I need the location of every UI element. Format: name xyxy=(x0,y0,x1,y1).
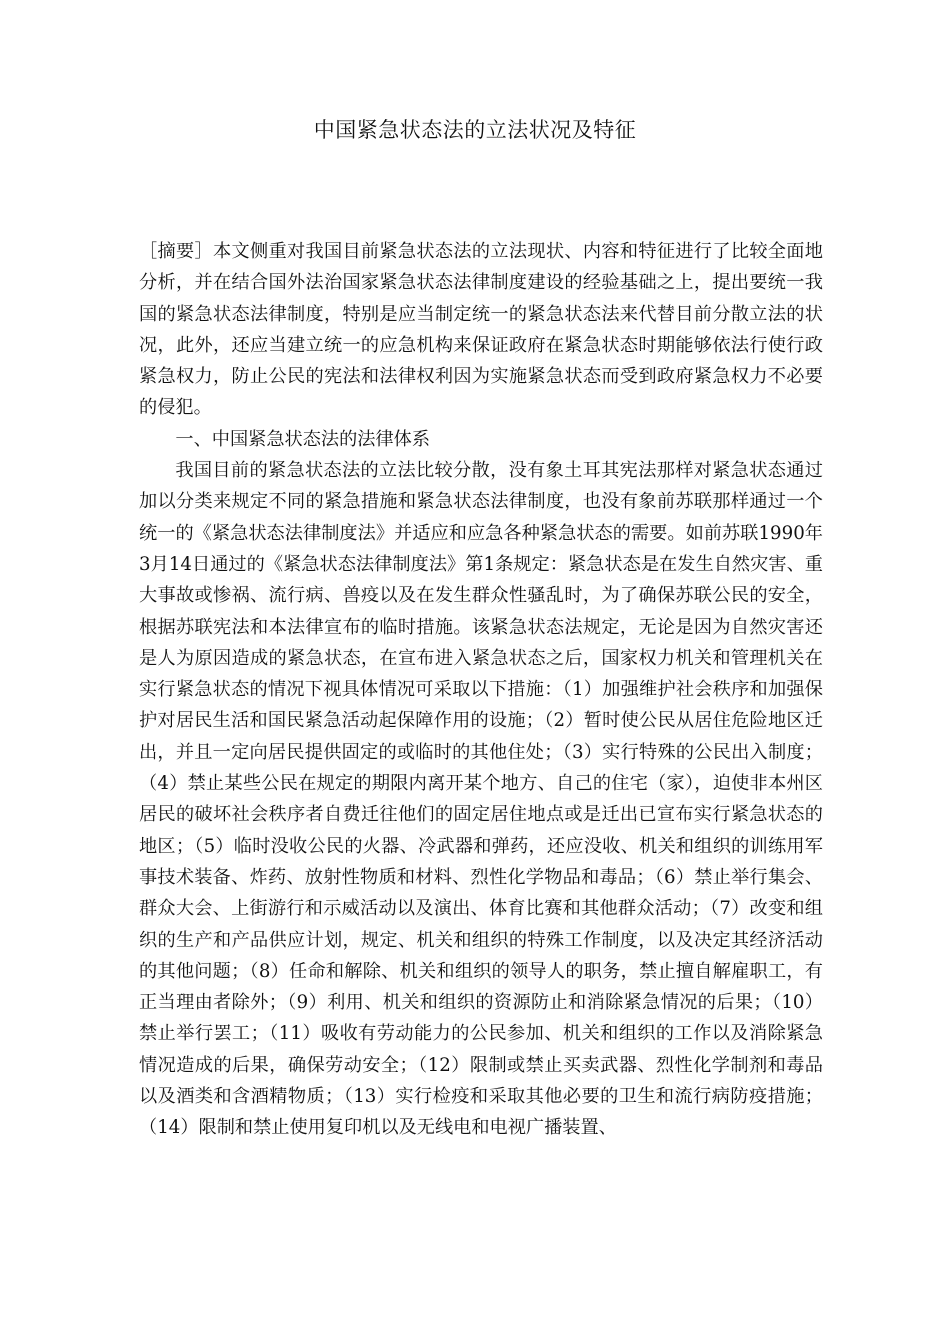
section-heading: 一、中国紧急状态法的法律体系 xyxy=(175,428,431,450)
abstract-paragraph: ［摘要］本文侧重对我国目前紧急状态法的立法现状、内容和特征进行了比较全面地分析，并在结合国外法治国家紧急状态法律制度建设的经验基础之上，提出要统一我国的紧急状态法律制度，特别是应当制定统一的紧急状态法来代替目前分散立法的状况，此外，还应当建立统一的应急机构来保证政府在紧急状态时期能够依法行使行政紧急权力，防止公民的宪法和法律权利因为实施紧急状态而受到政府紧急权力不必要的侵犯。 xyxy=(139,241,823,419)
body-paragraph: 我国目前的紧急状态法的立法比较分散，没有象土耳其宪法那样对紧急状态通过加以分类来规定不同的紧急措施和紧急状态法律制度，也没有象前苏联那样通过一个统一的《紧急状态法律制度法》并适应和应急各种紧急状态的需要。如前苏联1990年3月14日通过的《紧急状态法律制度法》第1条规定：紧急状态是在发生自然灾害、重大事故或惨祸、流行病、兽疫以及在发生群众性骚乱时，为了确保苏联公民的安全，根据苏联宪法和本法律宣布的临时措施。该紧急状态法规定，无论是因为自然灾害还是人为原因造成的紧急状态，在宣布进入紧急状态之后，国家权力机关和管理机关在实行紧急状态的情况下视具体情况可采取以下措施：（1）加强维护社会秩序和加强保护对居民生活和国民紧急活动起保障作用的设施；（2）暂时使公民从居住危险地区迁出，并且一定向居民提供固定的或临时的其他住处；（3）实行特殊的公民出入制度；（4）禁止某些公民在规定的期限内离开某个地方、自己的住宅（家），迫使非本州区居民的破坏社会秩序者自费迁往他们的固定居住地点或是迁出已宣布实行紧急状态的地区；（5）临时没收公民的火器、冷武器和弹药，还应没收、机关和组织的训练用军事技术装备、炸药、放射性物质和材料、烈性化学物品和毒品；（6）禁止举行集会、群众大会、上街游行和示威活动以及演出、体育比赛和其他群众活动；（7）改变和组织的生产和产品供应计划，规定、机关和组织的特殊工作制度，以及决定其经济活动的其他问题；（8）任命和解除、机关和组织的领导人的职务，禁止擅自解雇职工，有正当理由者除外；（9）利用、机关和组织的资源防止和消除紧急情况的后果；（10）禁止举行罢工；（11）吸收有劳动能力的公民参加、机关和组织的工作以及消除紧急情况造成的后果，确保劳动安全；（12）限制或禁止买卖武器、烈性化学制剂和毒品以及酒类和含酒精物质；（13）实行检疫和采取其他必要的卫生和流行病防疫措施；（14）限制和禁止使用复印机以及无线电和电视广播装置、 xyxy=(139,460,823,1139)
document-title: 中国紧急状态法的立法状况及特征 xyxy=(313,118,637,142)
document-body xyxy=(139,236,823,1144)
